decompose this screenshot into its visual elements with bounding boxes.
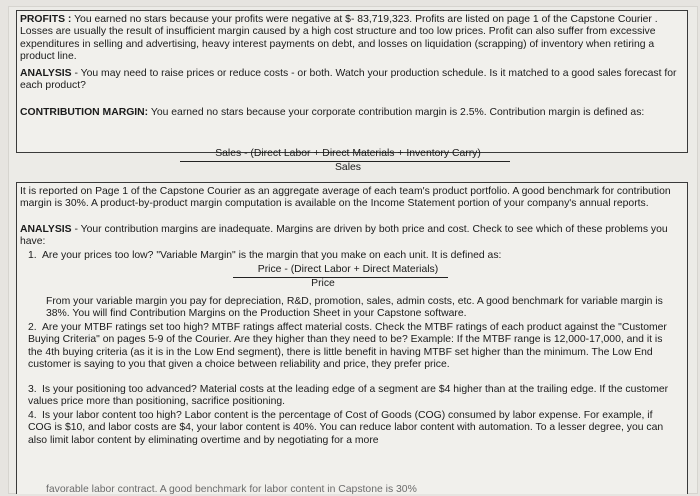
list-item-4 bbox=[28, 410, 678, 447]
list-item-3 bbox=[28, 384, 678, 409]
contribution-paragraph bbox=[20, 107, 682, 119]
analysis-text-1: - You may need to raise prices or reduce costs - or both. Watch your production schedule. Is it matched to a good sales forecast for each product? bbox=[20, 68, 677, 92]
list-item-3-number: 3. bbox=[28, 384, 37, 395]
profits-text: You earned no stars because your profits were negative at $- 83,719,323. Profits are listed on page 1 of the Capstone Courier . Losses are usually the result of insufficient margin caused by a high cost structure and too low prices. Profit can also suffer from excessive expenditures in selling and advertising, heavy interest payments on debt, and losses on liquidation (scrapping) of inventory when retiring a product line. bbox=[20, 14, 658, 63]
list-item-2-text: Are your MTBF ratings set too high? MTBF ratings affect material costs. Check the MTBF ratings of each product against the "Customer Buying Criteria" on pages 5-9 of the Courier. Are they higher than they need to be? Example: If the MTBF range is 12,000-17,000, and it is the 4th buying criteria (as it is in the Low End segment), there is little benefit in having MTBF set higher than the minimum. The Low End customer is saying to you that given a choice between reliability and price, they prefer price. bbox=[28, 322, 667, 371]
analysis-paragraph-2 bbox=[20, 224, 682, 249]
analysis-heading-2: ANALYSIS bbox=[20, 224, 72, 235]
profits-heading: PROFITS : bbox=[20, 14, 72, 25]
cut-off-line: favorable labor contract. A good benchmark for labor content in Capstone is 30% bbox=[46, 484, 417, 494]
list-item-3-text: Is your positioning too advanced? Material costs at the leading edge of a segment are $4 higher than at the trailing edge. If the customer values price more than positioning, sacrifice positioning. bbox=[28, 384, 669, 408]
analysis-heading-1: ANALYSIS bbox=[20, 68, 72, 79]
formula-2-denominator: Price bbox=[311, 278, 335, 289]
list-item-4-number: 4. bbox=[28, 410, 37, 421]
contribution-heading: CONTRIBUTION MARGIN: bbox=[20, 107, 149, 118]
analysis-paragraph-1 bbox=[20, 68, 682, 93]
document-page bbox=[8, 6, 698, 494]
profits-paragraph bbox=[20, 14, 682, 64]
list-item-2-number: 2. bbox=[28, 322, 37, 333]
variable-margin-note: From your variable margin you pay for depreciation, R&D, promotion, sales, admin costs, etc. A good benchmark for variable margin is 38%. You will find Contribution Margins on the Production Sheet in your Capstone software. bbox=[46, 296, 663, 320]
analysis-text-2: - Your contribution margins are inadequate. Margins are driven by both price and cost. Check to see which of these problems you have: bbox=[20, 224, 668, 248]
formula-1-denominator: Sales bbox=[335, 162, 361, 173]
formula-1-numerator: Sales - (Direct Labor + Direct Materials + Inventory Carry) bbox=[215, 148, 481, 159]
list-item-1-text: Are your prices too low? "Variable Margin" is the margin that you make on each unit. It is defined as: bbox=[42, 250, 502, 261]
list-item-2 bbox=[28, 322, 678, 372]
formula-2-numerator: Price - (Direct Labor + Direct Materials) bbox=[257, 264, 439, 275]
list-item-1-number: 1. bbox=[28, 250, 37, 261]
list-item-1 bbox=[28, 250, 678, 262]
contribution-text: You earned no stars because your corporate contribution margin is 2.5%. Contribution margin is defined as: bbox=[148, 107, 645, 118]
list-item-4-text: Is your labor content too high? Labor content is the percentage of Cost of Goods (COG) consumed by labor expense. For example, if COG is $10, and labor costs are $4, your labor content is 40%. You can reduce labor content with automation. To a lesser degree, you can also limit labor content by eliminating overtime and by negotiating for a more bbox=[28, 410, 664, 446]
reported-paragraph: It is reported on Page 1 of the Capstone Courier as an aggregate average of each team's product portfolio. A good benchmark for contribution margin is 30%. A product-by-product margin computation is available on the Income Statement portion of your company's annual reports. bbox=[20, 186, 671, 210]
